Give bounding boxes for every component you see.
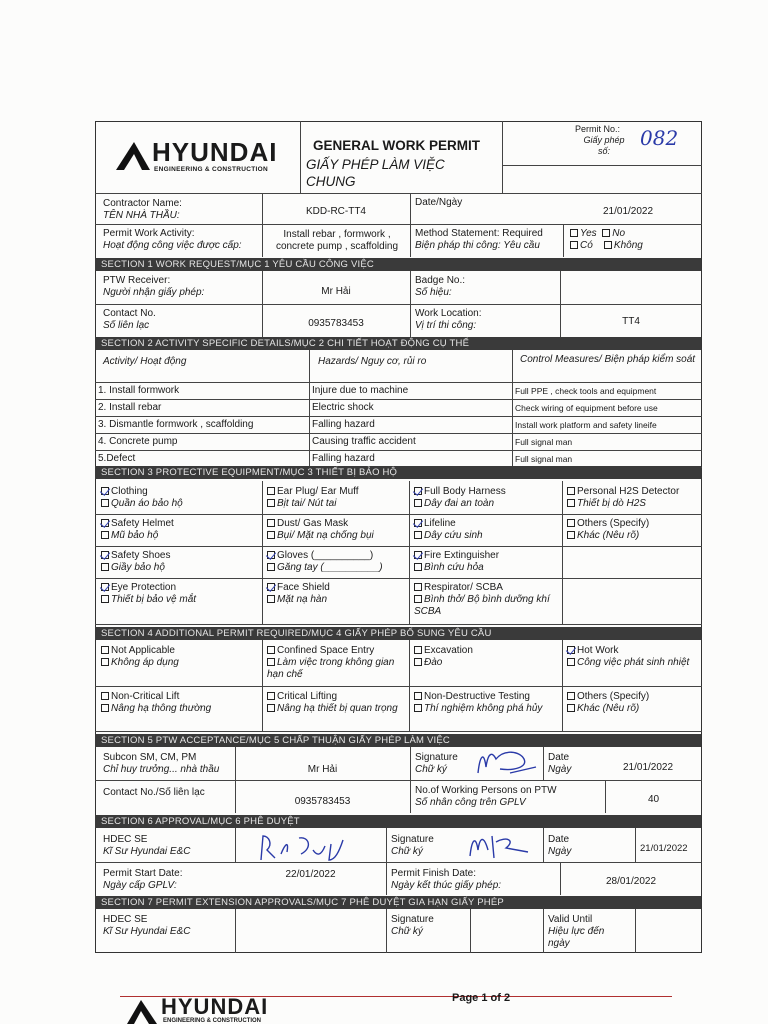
section-4-header: SECTION 4 ADDITIONAL PERMIT REQUIRED/MỤC 4 GIẤY PHÉP BỔ SUNG YÊU CẦU [95,627,701,640]
start-cell [100,866,240,894]
s4-label-vi: Khác (Nêu rõ) [577,703,640,714]
s7-valid-label: Valid Until [548,914,593,925]
s4-label-en: Non-Destructive Testing [424,691,530,702]
s3-label-vi: Bụi/ Mặt nạ chống bụi [277,530,374,541]
s6-sig-label: Signature [391,834,434,845]
workers-cell [412,783,602,811]
s7-hdec-cell [100,912,230,940]
s3-label-vi: Quần áo bảo hộ [111,498,183,509]
s3-label-vi: Bình cứu hỏa [424,562,484,573]
no-checkbox[interactable] [602,229,610,237]
start-label: Permit Start Date: [103,868,183,879]
s4-label-en: Others (Specify) [577,691,650,702]
section-7-header: SECTION 7 PERMIT EXTENSION APPROVALS/MỤC 7 PHÊ DUYỆT GIA HẠN GIẤY PHÉP [95,896,701,909]
contractor-value: KDD-RC-TT4 [306,206,366,217]
s3-option[interactable] [98,484,262,512]
method-vi: Biện pháp thi công: Yêu cầu [415,240,540,251]
hazard-cell: Electric shock [312,402,374,413]
s3-option[interactable] [98,516,262,544]
s3-checkbox[interactable] [414,583,422,591]
s4-label-en: Not Applicable [111,645,175,656]
s6-hdec-label: HDEC SE [103,834,148,845]
s3-label-vi: Khác (Nêu rõ) [577,530,640,541]
finish-vi: Ngày kết thúc giấy phép: [391,880,502,891]
s5-date-label: Date [548,752,570,763]
s7-sig-cell [388,912,448,940]
s4-checkbox-vi[interactable] [567,658,575,666]
s3-label-en: Personal H2S Detector [577,486,680,497]
s4-option[interactable] [98,689,262,717]
s4-label-en: Confined Space Entry [277,645,375,656]
contact-label: Contact No. [103,308,156,319]
subcon-cell [100,750,240,778]
s3-option[interactable] [411,580,561,620]
s6-signature-drawing [466,830,536,862]
s3-label-vi: Bịt tai/ Nút tai [277,498,337,509]
s3-checkbox[interactable] [267,487,275,495]
s4-label-vi: Công việc phát sinh nhiệt [577,657,690,668]
s7-hdec-label: HDEC SE [103,914,148,925]
receiver-label: PTW Receiver: [103,275,171,286]
s3-checkbox[interactable] [414,519,422,527]
s4-checkbox[interactable] [267,692,275,700]
s4-checkbox[interactable] [101,646,109,654]
s3-label-vi: Mũ bảo hộ [111,530,159,541]
date-value: 21/01/2022 [603,206,654,217]
s4-checkbox[interactable] [414,692,422,700]
s4-checkbox[interactable] [414,646,422,654]
s4-checkbox[interactable] [101,692,109,700]
s7-hdec-vi: Kĩ Sư Hyundai E&C [103,926,191,937]
start-value: 22/01/2022 [285,869,336,880]
s3-checkbox[interactable] [567,487,575,495]
s5-date-vi: Ngày [548,764,572,775]
permit-no-value: 082 [640,126,679,150]
footer-logo-triangle-icon [125,998,159,1024]
s3-option[interactable] [264,580,408,608]
form-title-en: GENERAL WORK PERMIT [313,138,481,153]
s5-sig-label: Signature [415,752,458,763]
method-options [567,226,697,254]
logo-text: HYUNDAI [152,137,278,167]
s5-sig-cell [412,750,472,778]
s6-hdec-vi: Kĩ Sư Hyundai E&C [103,846,191,857]
s3-checkbox[interactable] [101,551,109,559]
s4-checkbox-vi[interactable] [101,704,109,712]
logo-triangle-icon [112,138,152,172]
control-cell: Install work platform and safety lineife [515,420,657,430]
control-cell: Full PPE , check tools and equipment [515,386,657,396]
s4-label-vi: Không áp dụng [111,657,179,668]
s3-checkbox[interactable] [267,583,275,591]
permit-no-label: Permit No.: [575,124,621,134]
location-label: Work Location: [415,308,482,319]
control-cell: Check wiring of equipment before use [515,403,658,413]
activity-cell: 1. Install formwork [98,385,180,396]
badge-label: Badge No.: [415,275,466,286]
s5-date-cell [545,750,595,778]
control-cell: Full signal man [515,437,573,447]
s4-label-vi: Nâng hạ thiết bị quan trọng [277,703,398,714]
receiver-value: Mr Hải [321,286,351,297]
section-3-header: SECTION 3 PROTECTIVE EQUIPMENT/MỤC 3 THIẾT BỊ BẢO HỘ [95,466,701,479]
s3-label-en: Eye Protection [111,582,177,593]
s4-checkbox[interactable] [267,646,275,654]
s3-label-vi: Dây đai an toàn [424,498,495,509]
contact-label-cell [100,306,260,334]
s4-label-en: Critical Lifting [277,691,338,702]
s3-option[interactable] [564,516,702,544]
s4-checkbox-vi[interactable] [267,658,275,666]
control-cell: Full signal man [515,454,573,464]
s3-checkbox-vi[interactable] [267,531,275,539]
form-title-vi: GIẤY PHÉP LÀM VIỆC CHUNG [306,157,445,189]
s3-checkbox[interactable] [101,519,109,527]
s3-label-en: Lifeline [424,518,456,529]
s3-checkbox[interactable] [567,519,575,527]
s3-checkbox-vi[interactable] [101,563,109,571]
khong-checkbox[interactable] [604,241,612,249]
hazard-cell: Injure due to machine [312,385,409,396]
s3-checkbox-vi[interactable] [567,499,575,507]
s4-label-en: Hot Work [577,645,619,656]
s3-checkbox[interactable] [101,487,109,495]
s4-checkbox-vi[interactable] [414,658,422,666]
co-label: Có [580,240,593,251]
subcon-value: Mr Hải [307,764,338,775]
page-number: Page 1 of 2 [452,992,511,1004]
activity-cell: 2. Install rebar [98,402,162,413]
s4-option[interactable] [264,689,408,717]
s3-checkbox[interactable] [267,551,275,559]
s3-label-en: Safety Helmet [111,518,174,529]
location-value: TT4 [622,316,640,327]
method-cell [412,226,562,254]
s4-checkbox-vi[interactable] [414,704,422,712]
s3-label-en: Ear Plug/ Ear Muff [277,486,359,497]
workers-label: No.of Working Persons on PTW [415,785,557,796]
badge-vi: Số hiệu: [415,287,452,298]
s3-label-en: Clothing [111,486,148,497]
activity-label-cell [100,226,265,254]
col-control: Control Measures/ Biện pháp kiểm soát [520,354,696,365]
s3-checkbox-vi[interactable] [414,531,422,539]
subcon-vi: Chỉ huy trưởng... nhà thầu [103,764,220,775]
s3-option[interactable] [98,548,262,576]
s6-date-vi: Ngày [548,846,572,857]
s4-option[interactable] [264,643,408,683]
s3-checkbox-vi[interactable] [101,595,109,603]
s3-label-en: Gloves (__________) [277,550,374,561]
logo-subtext: ENGINEERING & CONSTRUCTION [154,166,268,173]
s3-checkbox-vi[interactable] [267,563,275,571]
col-activity: Activity/ Hoạt động [103,356,187,367]
footer-logo-subtext: ENGINEERING & CONSTRUCTION [163,1018,262,1024]
s4-checkbox[interactable] [567,692,575,700]
s3-checkbox[interactable] [414,551,422,559]
col-hazards: Hazards/ Nguy cơ, rủi ro [318,356,427,367]
s3-label-en: Full Body Harness [424,486,506,497]
section-1-header: SECTION 1 WORK REQUEST/MỤC 1 YÊU CẦU CÔNG VIỆC [95,258,701,271]
s4-checkbox-vi[interactable] [101,658,109,666]
s4-option[interactable] [564,643,702,671]
activity-value: Install rebar , formwork , concrete pump , scaffolding [275,229,399,252]
location-vi: Vị trí thi công: [415,320,477,331]
activity-cell: 4. Concrete pump [98,436,178,447]
khong-label: Không [613,240,643,251]
badge-label-cell [412,273,552,301]
subcon-label: Subcon SM, CM, PM [103,752,197,763]
s7-valid-cell [545,912,617,952]
s3-option[interactable] [264,484,408,512]
s3-label-vi: Dây cứu sinh [424,530,483,541]
section-5-header: SECTION 5 PTW ACCEPTANCE/MỤC 5 CHẤP THUẬN GIẤY PHÉP LÀM VIỆC [95,734,701,747]
s3-label-en: Fire Extinguisher [424,550,500,561]
activity-vi: Hoạt động công việc được cấp: [103,240,242,251]
contractor-vi: TÊN NHÀ THẦU: [103,210,180,221]
activity-label: Permit Work Activity: [103,228,195,239]
s4-checkbox[interactable] [567,646,575,654]
s3-label-vi: Thiết bị bảo vệ mắt [111,594,197,605]
s3-label-vi: Thiết bị dò H2S [577,498,646,509]
s3-checkbox-vi[interactable] [101,531,109,539]
start-vi: Ngày cấp GPLV: [103,880,177,891]
yes-label: Yes [580,228,597,239]
hyundai-logo [110,136,290,176]
s3-label-vi: Bình thở/ Bộ bình dưỡng khí SCBA [414,594,550,617]
s4-label-en: Non-Critical Lift [111,691,180,702]
s3-label-en: Others (Specify) [577,518,650,529]
s5-contact-label: Contact No./Số liên lạc [103,787,205,798]
s4-option[interactable] [411,689,561,717]
s3-label-en: Respirator/ SCBA [424,582,503,593]
permit-no-vi: Giấy phép số: [583,135,625,156]
s4-label-vi: Thí nghiệm không phá hủy [424,703,543,714]
s3-option[interactable] [411,548,561,576]
s7-sig-vi: Chữ ký [391,926,423,937]
contact-vi: Số liên lạc [103,320,150,331]
s6-name-handwriting [255,830,355,864]
s3-checkbox-vi[interactable] [414,499,422,507]
s3-label-vi: Mặt nạ hàn [277,594,328,605]
footer-logo-text: HYUNDAI [161,994,269,1019]
s6-sig-vi: Chữ ký [391,846,423,857]
activity-cell: 5.Defect [98,453,136,464]
s3-option[interactable] [564,484,702,512]
section-6-header: SECTION 6 APPROVAL/MỤC 6 PHÊ DUYỆT [95,815,701,828]
s6-date-label: Date [548,834,570,845]
s5-signature-drawing [470,745,540,779]
contractor-label: Contractor Name: [103,198,182,209]
hazard-cell: Falling hazard [312,419,375,430]
s6-date-cell [545,832,595,860]
s4-checkbox-vi[interactable] [567,704,575,712]
location-label-cell [412,306,552,334]
s3-checkbox-vi[interactable] [414,595,422,603]
s6-hdec-cell [100,832,230,860]
workers-value: 40 [647,794,660,805]
s4-checkbox-vi[interactable] [267,704,275,712]
s3-checkbox[interactable] [267,519,275,527]
s3-checkbox-vi[interactable] [101,499,109,507]
method-label: Method Statement: Required [415,228,543,239]
finish-cell [388,866,558,894]
s6-sig-cell [388,832,448,860]
s4-label-vi: Nâng hạ thông thường [111,703,212,714]
date-label: Date/Ngày [415,197,463,208]
receiver-vi: Người nhận giấy phép: [103,287,205,298]
hazard-cell: Causing traffic accident [312,436,416,447]
s4-label-vi: Làm việc trong không gian hạn chế [267,657,395,680]
co-checkbox[interactable] [570,241,578,249]
receiver-label-cell [100,273,260,301]
contractor-label-cell [100,196,260,224]
s3-checkbox-vi[interactable] [414,563,422,571]
s4-option[interactable] [564,689,702,717]
s3-option[interactable] [411,484,561,512]
s5-sig-vi: Chữ ký [415,764,447,775]
s6-date-value: 21/01/2022 [640,843,688,854]
s3-option[interactable] [264,548,408,576]
workers-vi: Số nhân công trên GPLV [415,797,526,808]
s4-option[interactable] [411,643,561,671]
s3-checkbox-vi[interactable] [267,595,275,603]
s3-option[interactable] [411,516,561,544]
s3-checkbox-vi[interactable] [267,499,275,507]
s3-label-en: Dust/ Gas Mask [277,518,349,529]
s3-label-vi: Găng tay (__________) [277,562,383,573]
yes-checkbox[interactable] [570,229,578,237]
finish-value: 28/01/2022 [605,876,657,887]
s3-option[interactable] [264,516,408,544]
s3-label-en: Face Shield [277,582,330,593]
finish-label: Permit Finish Date: [391,868,477,879]
s3-label-en: Safety Shoes [111,550,171,561]
contact-value: 0935783453 [308,318,364,329]
no-label: No [612,228,626,239]
s4-option[interactable] [98,643,262,671]
s7-sig-label: Signature [391,914,434,925]
s3-label-vi: Giầy bảo hộ [111,562,165,573]
activity-cell: 3. Dismantle formwork , scaffolding [98,419,254,430]
s3-checkbox[interactable] [414,487,422,495]
hazard-cell: Falling hazard [312,453,375,464]
s3-checkbox-vi[interactable] [567,531,575,539]
s4-label-en: Excavation [424,645,473,656]
section-2-header: SECTION 2 ACTIVITY SPECIFIC DETAILS/MỤC 2 CHI TIẾT HOẠT ĐỘNG CỤ THỂ [95,337,701,350]
s5-contact-value: 0935783453 [294,796,351,807]
s4-label-vi: Đào [424,657,443,668]
s3-option[interactable] [98,580,262,608]
footer-logo [125,996,325,1024]
s3-checkbox[interactable] [101,583,109,591]
s5-date-value: 21/01/2022 [623,762,674,773]
s7-valid-vi: Hiệu lực đến ngày [548,926,605,949]
